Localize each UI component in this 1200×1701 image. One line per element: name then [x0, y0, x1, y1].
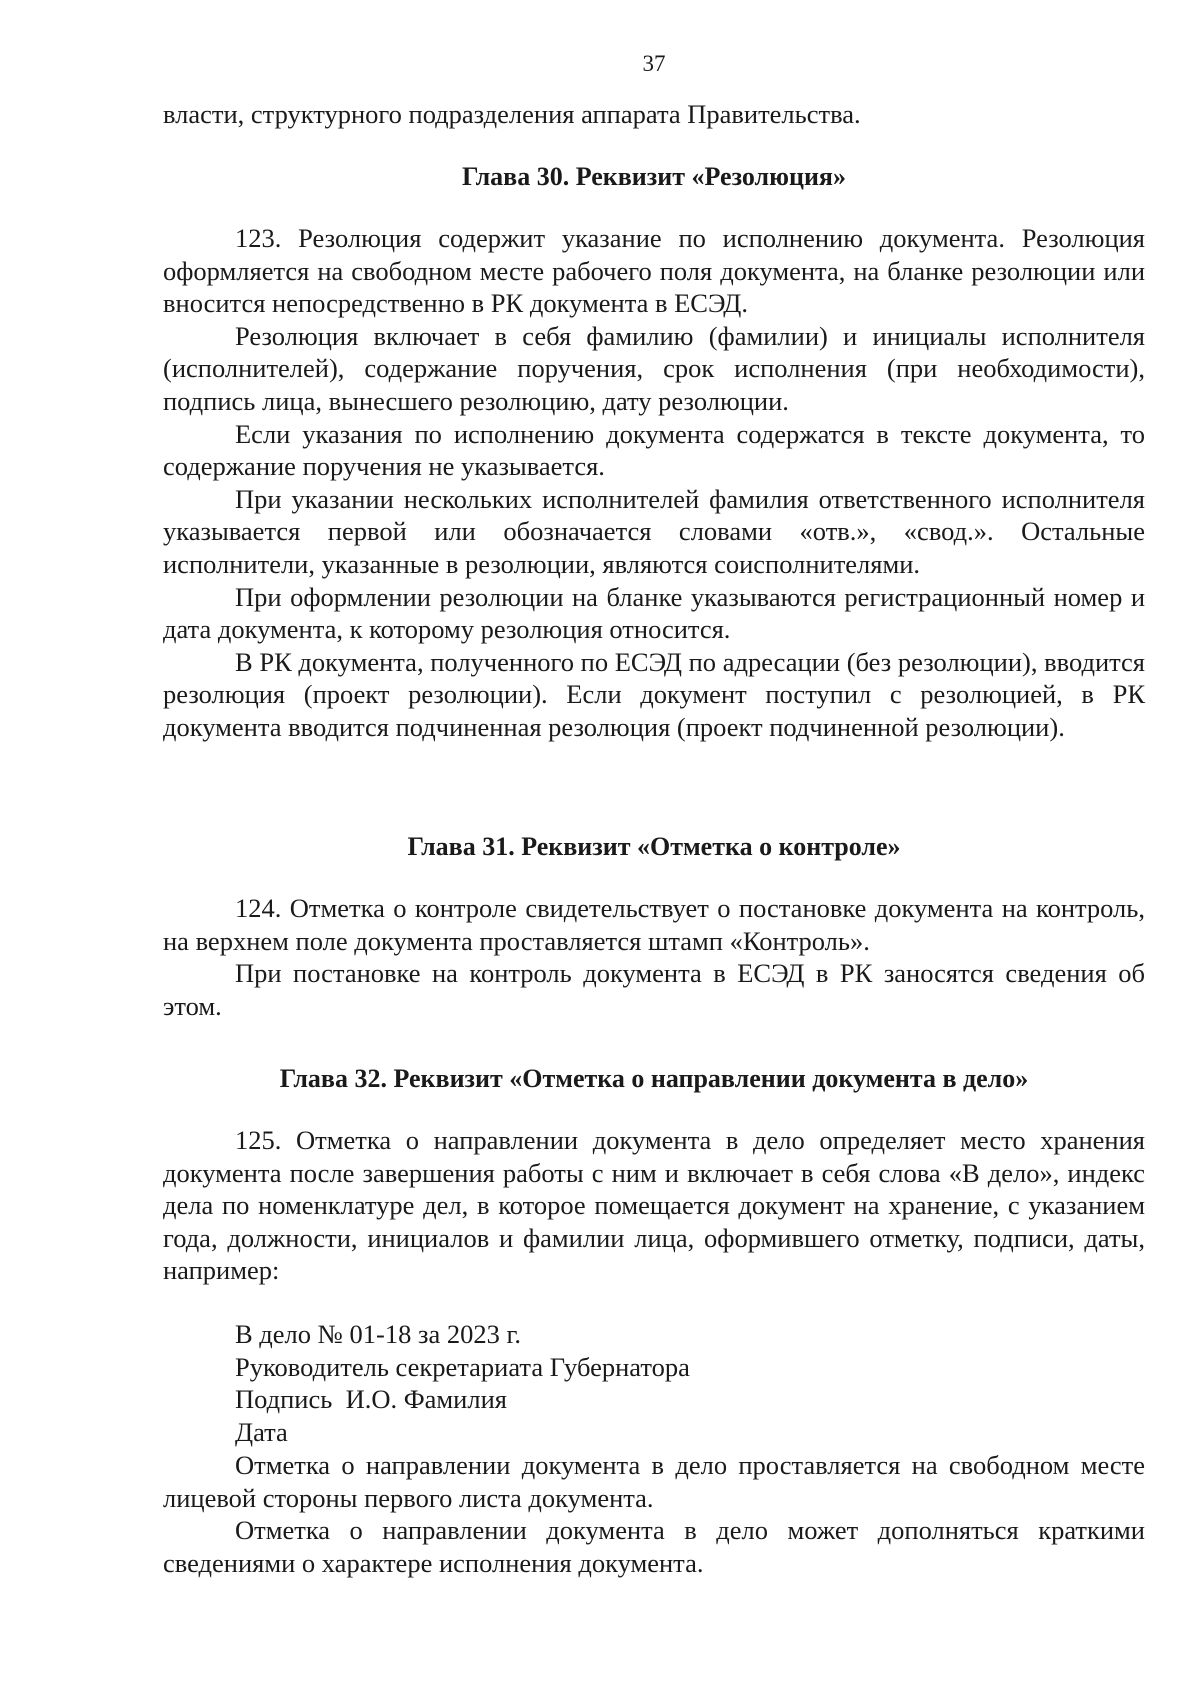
- chapter-32-closing: [163, 1449, 1145, 1579]
- paragraph: При постановке на контроль документа в ЕСЭД в РК заносятся сведения об этом.: [163, 958, 1145, 1021]
- example-line: Подпись И.О. Фамилия: [235, 1384, 507, 1415]
- paragraph: В РК документа, полученного по ЕСЭД по адресации (без резолюции), вводится резолюция (проект резолюции). Если документ поступил с резолюцией, в РК документа вводится подчиненная резолюция (проект подчиненной резолюции).: [163, 646, 1145, 742]
- example-line: Руководитель секретариата Губернатора: [235, 1351, 690, 1382]
- paragraph: Резолюция включает в себя фамилию (фамилии) и инициалы исполнителя (исполнителей), содержание поручения, срок исполнения (при необходимости), подпись лица, вынесшего резолюцию, дату резолюции.: [163, 320, 1145, 416]
- example-line: В дело № 01-18 за 2023 г.: [235, 1319, 521, 1349]
- paragraph: При указании нескольких исполнителей фамилия ответственного исполнителя указывается первой или обозначается словами «отв.», «свод.». Остальные исполнители, указанные в резолюции, являются соисполнителями.: [163, 483, 1145, 579]
- example-line: Дата: [235, 1416, 288, 1447]
- paragraph: Отметка о направлении документа в дело может дополняться краткими сведениями о характере исполнения документа.: [163, 1515, 1145, 1578]
- chapter-31-body: [163, 892, 1145, 1022]
- filing-mark-example: [235, 1318, 690, 1448]
- paragraph-123: 123. Резолюция содержит указание по исполнению документа. Резолюция оформляется на свободном месте рабочего поля документа, на бланке резолюции или вносится непосредственно в РК документа в ЕСЭД.: [163, 223, 1145, 319]
- intro-line: власти, структурного подразделения аппарата Правительства.: [163, 99, 861, 129]
- chapter-32-heading: Глава 32. Реквизит «Отметка о направлении документа в дело»: [279, 1064, 1029, 1093]
- page-number: 37: [642, 51, 666, 76]
- paragraph: Если указания по исполнению документа содержатся в тексте документа, то содержание поручения не указывается.: [163, 418, 1145, 482]
- chapter-30-body: [163, 222, 1145, 744]
- chapter-31-heading: Глава 31. Реквизит «Отметка о контроле»: [407, 832, 901, 861]
- paragraph-125: 125. Отметка о направлении документа в дело определяет место хранения документа после завершения работы с ним и включает в себя слова «В дело», индекс дела по номенклатуре дел, в которое помещается документ на хранение, с указанием года, должности, инициалов и фамилии лица, оформившего отметку, подписи, даты, например:: [163, 1125, 1145, 1286]
- chapter-32-body: [163, 1124, 1145, 1287]
- paragraph: Отметка о направлении документа в дело проставляется на свободном месте лицевой стороны первого листа документа.: [163, 1450, 1145, 1513]
- paragraph: При оформлении резолюции на бланке указываются регистрационный номер и дата документа, к которому резолюция относится.: [163, 581, 1145, 645]
- chapter-30-heading: Глава 30. Реквизит «Резолюция»: [461, 162, 847, 191]
- paragraph-124: 124. Отметка о контроле свидетельствует о постановке документа на контроль, на верхнем поле документа проставляется штамп «Контроль».: [163, 893, 1145, 956]
- intro-text: [163, 98, 1145, 131]
